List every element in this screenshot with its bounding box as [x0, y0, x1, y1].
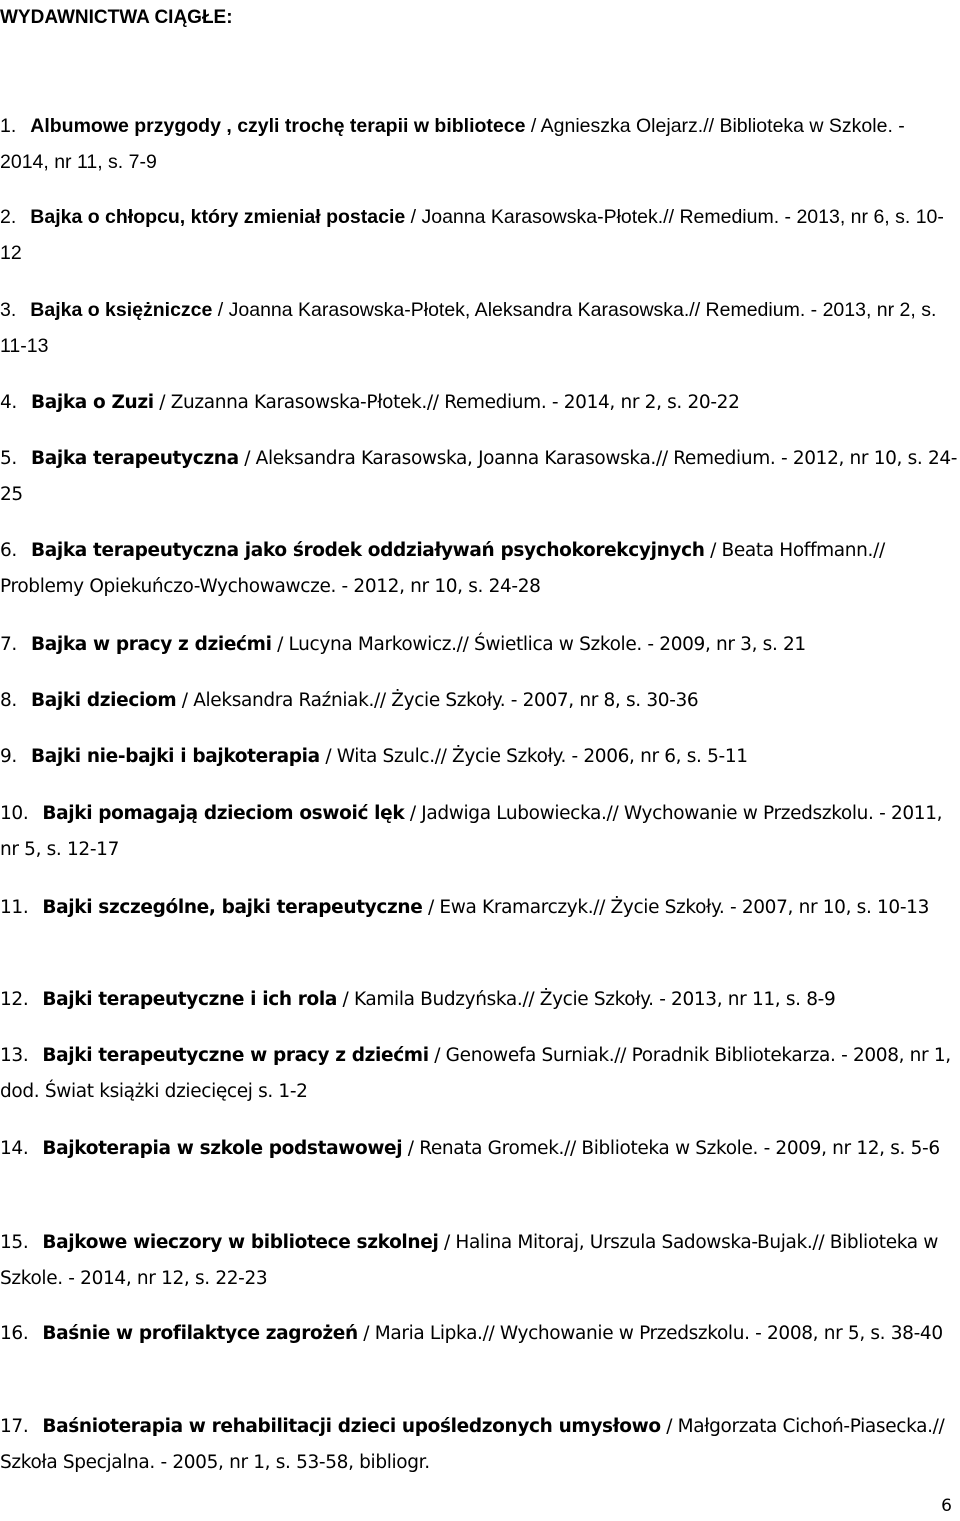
bibliography-entry	[0, 292, 958, 364]
entry-details: / Joanna Karasowska-Płotek, Aleksandra Karasowska.// Remedium. - 2013, nr 2, s. 11-13	[0, 299, 937, 357]
entry-number: 11.	[0, 897, 29, 918]
entry-details: / Aleksandra Raźniak.// Życie Szkoły. - 2007, nr 8, s. 30-36	[176, 690, 699, 711]
entry-number: 13.	[0, 1045, 29, 1066]
bibliography-entry	[0, 108, 958, 180]
entry-number: 1.	[0, 115, 17, 137]
entry-title: Bajka terapeutyczna jako środek oddziaływań psychokorekcyjnych	[30, 540, 705, 561]
bibliography-entry	[0, 199, 958, 271]
bibliography-entry	[0, 982, 958, 1018]
entry-number: 4.	[0, 392, 17, 413]
entry-title: Baśnie w profilaktyce zagrożeń	[42, 1323, 358, 1344]
entry-number: 8.	[0, 690, 17, 711]
entry-title: Bajki dzieciom	[30, 690, 177, 711]
entry-title: Bajkowe wieczory w bibliotece szkolnej	[42, 1232, 439, 1253]
entry-number: 6.	[0, 540, 17, 561]
entry-number: 12.	[0, 989, 29, 1010]
entry-title: Albumowe przygody , czyli trochę terapii w bibliotece	[30, 115, 526, 137]
entry-number: 15.	[0, 1232, 29, 1253]
bibliography-entry	[0, 627, 958, 663]
entry-title: Bajki terapeutyczne w pracy z dziećmi	[42, 1045, 429, 1066]
bibliography-entry	[0, 1038, 958, 1110]
entry-details: / Małgorzata Cichoń-Piasecka.// Szkoła Specjalna. - 2005, nr 1, s. 53-58, bibliogr.	[0, 1416, 945, 1473]
bibliography-entry	[0, 385, 958, 421]
entry-number: 14.	[0, 1138, 29, 1159]
entry-title: Baśnioterapia w rehabilitacji dzieci upośledzonych umysłowo	[42, 1416, 661, 1437]
bibliography-entry	[0, 890, 958, 926]
entry-details: / Maria Lipka.// Wychowanie w Przedszkolu. - 2008, nr 5, s. 38-40	[357, 1323, 943, 1344]
bibliography-entry	[0, 1409, 958, 1481]
bibliography-entry	[0, 683, 958, 719]
entry-number: 3.	[0, 299, 17, 321]
bibliography-entry	[0, 533, 958, 605]
entry-number: 16.	[0, 1323, 29, 1344]
entry-title: Bajka o księżniczce	[30, 299, 213, 321]
entry-details: / Kamila Budzyńska.// Życie Szkoły. - 2013, nr 11, s. 8-9	[337, 989, 836, 1010]
bibliography-entry	[0, 1316, 958, 1352]
entry-details: / Aleksandra Karasowska, Joanna Karasowska.// Remedium. - 2012, nr 10, s. 24-25	[0, 448, 958, 505]
entry-title: Bajka w pracy z dziećmi	[30, 634, 272, 655]
bibliography-entry	[0, 739, 958, 775]
bibliography-entry	[0, 796, 958, 868]
bibliography-entry	[0, 441, 958, 513]
entry-details: / Jadwiga Lubowiecka.// Wychowanie w Przedszkolu. - 2011, nr 5, s. 12-17	[0, 803, 943, 860]
entry-number: 5.	[0, 448, 17, 469]
entry-number: 7.	[0, 634, 17, 655]
entry-details: / Wita Szulc.// Życie Szkoły. - 2006, nr 6, s. 5-11	[319, 746, 748, 767]
entry-details: / Joanna Karasowska-Płotek.// Remedium. - 2013, nr 6, s. 10-12	[0, 206, 944, 264]
entry-number: 10.	[0, 803, 29, 824]
bibliography-entry	[0, 1225, 958, 1297]
entry-title: Bajka o chłopcu, który zmieniał postacie	[30, 206, 406, 228]
entry-details: / Genowefa Surniak.// Poradnik Bibliotekarza. - 2008, nr 1, dod. Świat książki dziecięcej s. 1-2	[0, 1045, 951, 1102]
entry-number: 9.	[0, 746, 17, 767]
page-number: 6	[941, 1496, 952, 1516]
entry-details: / Ewa Kramarczyk.// Życie Szkoły. - 2007, nr 10, s. 10-13	[422, 897, 930, 918]
entry-title: Bajka terapeutyczna	[30, 448, 239, 469]
entry-details: / Beata Hoffmann.// Problemy Opiekuńczo-Wychowawcze. - 2012, nr 10, s. 24-28	[0, 540, 885, 597]
entry-title: Bajki nie-bajki i bajkoterapia	[30, 746, 320, 767]
entry-details: / Renata Gromek.// Biblioteka w Szkole. - 2009, nr 12, s. 5-6	[402, 1138, 940, 1159]
entry-title: Bajkoterapia w szkole podstawowej	[42, 1138, 403, 1159]
entry-number: 2.	[0, 206, 17, 228]
bibliography-entry	[0, 1131, 958, 1167]
entry-number: 17.	[0, 1416, 29, 1437]
section-heading: WYDAWNICTWA CIĄGŁE:	[0, 7, 233, 28]
entry-title: Bajka o Zuzi	[30, 392, 154, 413]
entry-details: / Halina Mitoraj, Urszula Sadowska-Bujak.// Biblioteka w Szkole. - 2014, nr 12, s. 22-23	[0, 1232, 939, 1289]
entry-details: / Agnieszka Olejarz.// Biblioteka w Szkole. - 2014, nr 11, s. 7-9	[0, 115, 905, 173]
entry-title: Bajki terapeutyczne i ich rola	[42, 989, 337, 1010]
entry-title: Bajki szczególne, bajki terapeutyczne	[42, 897, 423, 918]
entry-title: Bajki pomagają dzieciom oswoić lęk	[42, 803, 405, 824]
entry-details: / Zuzanna Karasowska-Płotek.// Remedium. - 2014, nr 2, s. 20-22	[153, 392, 740, 413]
entry-details: / Lucyna Markowicz.// Świetlica w Szkole. - 2009, nr 3, s. 21	[271, 634, 806, 655]
